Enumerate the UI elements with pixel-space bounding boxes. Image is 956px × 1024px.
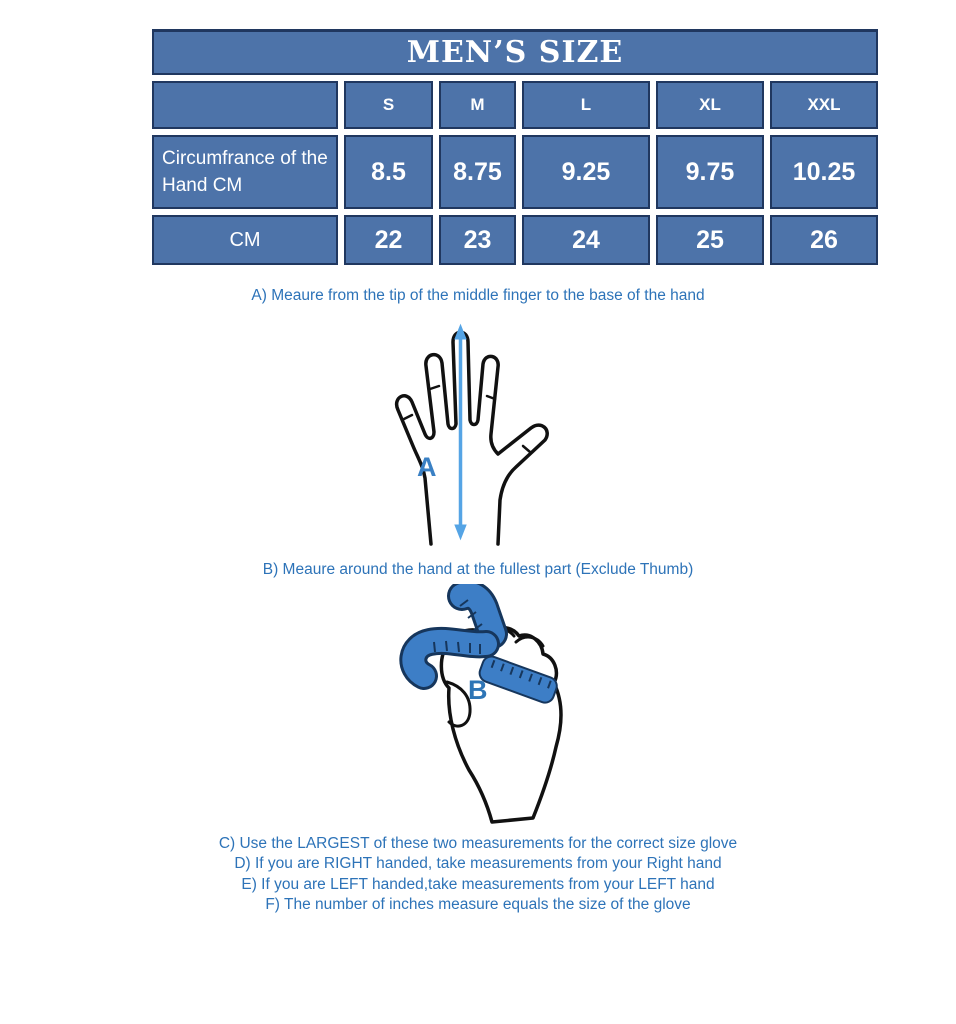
table-corner-cell [152,81,338,129]
circumference-value-l: 9.25 [522,135,650,209]
size-col-header-s: S [344,81,433,129]
row-label-circumference: Circumfrance of the Hand CM [152,135,338,209]
instruction-a: A) Meaure from the tip of the middle finger to the base of the hand [251,287,705,304]
table-title: MEN’S SIZE [152,29,878,75]
size-col-header-l: L [522,81,650,129]
circumference-value-m: 8.75 [439,135,516,209]
cm-value-s: 22 [344,215,433,265]
cm-value-m: 23 [439,215,516,265]
instruction-d: D) If you are RIGHT handed, take measurements from your Right hand [234,855,722,872]
instruction-e: E) If you are LEFT handed,take measurements from your LEFT hand [241,876,715,893]
row-label-cm: CM [152,215,338,265]
cm-value-l: 24 [522,215,650,265]
size-col-header-xxl: XXL [770,81,878,129]
mens-size-table [152,29,878,265]
size-col-header-m: M [439,81,516,129]
hand-length-diagram [385,316,555,546]
circumference-value-s: 8.5 [344,135,433,209]
hand-b-label: B [468,675,488,705]
instruction-c: C) Use the LARGEST of these two measurements for the correct size glove [218,835,738,852]
circumference-value-xxl: 10.25 [770,135,878,209]
instruction-b: B) Meaure around the hand at the fullest part (Exclude Thumb) [262,561,694,578]
size-col-header-xl: XL [656,81,764,129]
circumference-value-xl: 9.75 [656,135,764,209]
open-hand-outline [397,332,548,544]
cm-value-xl: 25 [656,215,764,265]
hand-a-label: A [417,452,437,482]
hand-circumference-diagram [398,584,566,826]
instruction-f: F) The number of inches measure equals the size of the glove [265,896,691,913]
cm-value-xxl: 26 [770,215,878,265]
